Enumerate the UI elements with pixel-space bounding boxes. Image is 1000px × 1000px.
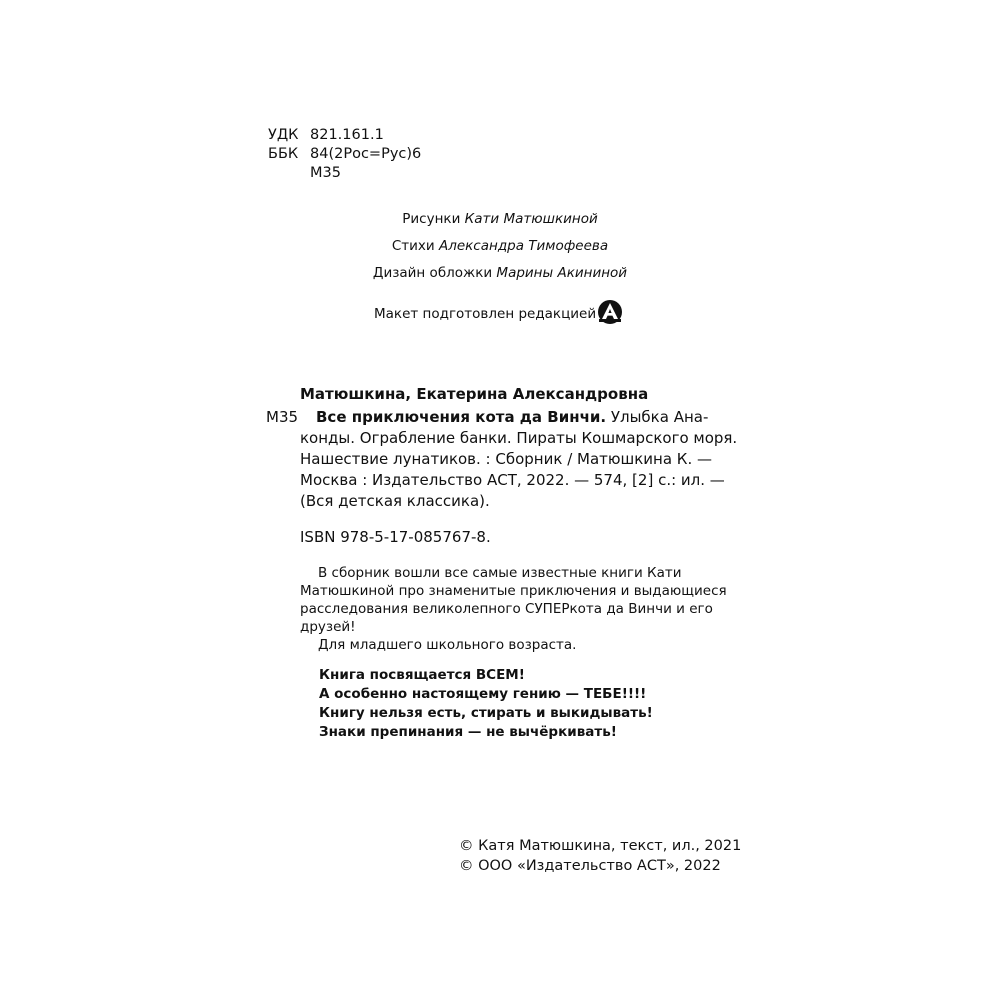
bbk-label: ББК (268, 146, 299, 162)
bbk-value: 84(2Рос=Рус)6 (310, 146, 422, 162)
isbn: ISBN 978-5-17-085767-8. (300, 528, 491, 546)
dedication (319, 666, 653, 742)
bib-line-3: Нашествие лунатиков. : Сборник / Матюшкина К. — (300, 450, 712, 468)
dedication-line: Книгу нельзя есть, стирать и выкидывать! (319, 705, 653, 721)
dedication-line: Знаки препинания — не вычёркивать! (319, 724, 617, 740)
annotation (300, 564, 727, 654)
credit-poems-name: Александра Тимофеева (438, 238, 609, 254)
copyright-publisher: © ООО «Издательство АСТ», 2022 (459, 858, 721, 874)
credit-poems-prefix: Стихи (391, 238, 435, 254)
credit-illustrations (0, 211, 1000, 227)
credit-cover-prefix: Дизайн обложки (372, 265, 493, 281)
copyright (459, 836, 741, 876)
bib-line-5: (Вся детская классика). (300, 492, 490, 510)
bib-line-2: конды. Ограбление банки. Пираты Кошмарского моря. (300, 429, 738, 447)
udk-label: УДК (268, 127, 299, 143)
book-author: Матюшкина, Екатерина Александровна (300, 385, 649, 403)
annotation-line-4: друзей! (300, 619, 356, 635)
dedication-line: Книга посвящается ВСЕМ! (319, 667, 525, 683)
author-mark: М35 (310, 165, 341, 181)
credit-poems (0, 238, 1000, 254)
age-note: Для младшего школьного возраста. (318, 637, 577, 653)
bib-line-1: Улыбка Ана- (610, 408, 709, 426)
classification-block (268, 126, 421, 183)
bib-mark: М35 (266, 408, 299, 426)
ast-logo-icon (597, 299, 623, 325)
layout-note: Макет подготовлен редакцией (374, 306, 597, 322)
udk-value: 821.161.1 (310, 127, 384, 143)
annotation-line-1: В сборник вошли все самые известные книги Кати (318, 565, 682, 581)
annotation-line-2: Матюшкиной про знаменитые приключения и выдающиеся (300, 583, 727, 599)
bib-line-4: Москва : Издательство АСТ, 2022. — 574, [2] с.: ил. — (300, 471, 725, 489)
dedication-line: А особенно настоящему гению — ТЕБЕ!!!! (319, 686, 647, 702)
credit-illustrations-prefix: Рисунки (402, 211, 461, 227)
copyright-author: © Катя Матюшкина, текст, ил., 2021 (459, 838, 742, 854)
credit-illustrations-name: Кати Матюшкиной (464, 211, 598, 227)
annotation-line-3: расследования великолепного СУПЕРкота да Винчи и его (300, 601, 713, 617)
book-title: Все приключения кота да Винчи. (316, 408, 607, 426)
credit-cover (0, 265, 1000, 281)
credit-cover-name: Марины Акининой (496, 265, 628, 281)
